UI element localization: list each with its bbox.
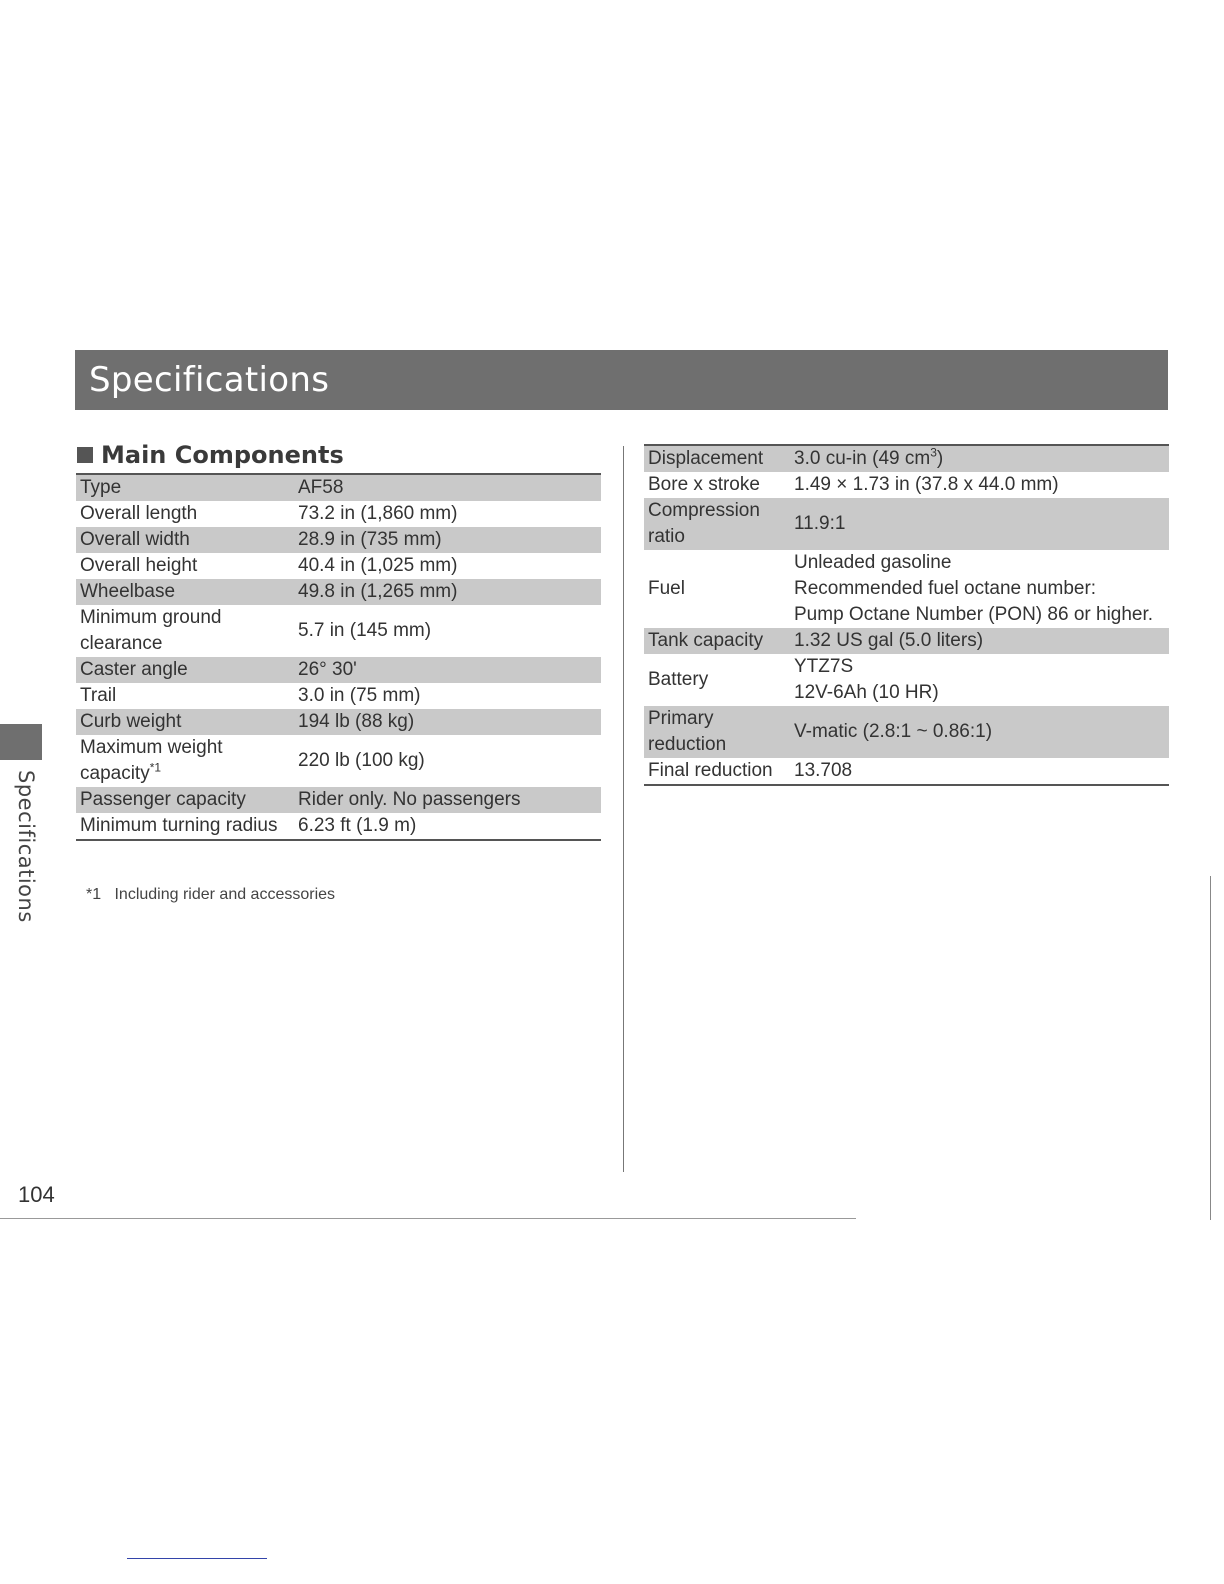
spec-label: Primary reduction [644,706,790,758]
engine-specs-table [644,444,1169,786]
spec-label: Curb weight [76,709,294,735]
section-heading [77,440,344,470]
spec-value: 194 lb (88 kg) [294,709,601,735]
spec-label: Passenger capacity [76,787,294,813]
page-title-banner [75,350,1168,410]
spec-row [644,472,1169,498]
bottom-rule [0,1218,856,1219]
spec-label-line: clearance [80,633,163,654]
spec-row [644,628,1169,654]
section-bullet-icon [77,447,93,463]
spec-label [644,498,790,550]
spec-value: 26° 30' [294,657,601,683]
spec-label: Caster angle [76,657,294,683]
spec-row [76,813,601,840]
spec-value: 28.9 in (735 mm) [294,527,601,553]
spec-value: 3.0 in (75 mm) [298,685,421,706]
spec-value: AF58 [294,474,601,501]
spec-row [76,501,601,527]
spec-label: Bore x stroke [648,474,760,495]
spec-row [76,579,601,605]
spec-row [644,706,1169,758]
spec-row [644,550,1169,628]
spec-label: Overall height [80,555,198,576]
spec-label: Battery [648,669,709,690]
spec-label: Overall length [80,503,198,524]
spec-value: 1.49 × 1.73 in (37.8 x 44.0 mm) [794,474,1059,495]
main-components-table [76,473,601,841]
spec-value: 49.8 in (1,265 mm) [294,579,601,605]
footnote-reference: *1 [149,760,162,775]
spec-label-line: Minimum ground [80,607,222,628]
side-tab-marker [0,724,42,760]
spec-row [644,445,1169,472]
spec-label: Displacement [644,445,790,472]
spec-value: 13.708 [794,760,853,781]
spec-row [644,758,1169,785]
spec-row [76,605,601,657]
spec-row [76,709,601,735]
spec-label: Wheelbase [76,579,294,605]
spec-value [790,654,1169,706]
spec-value: 6.23 ft (1.9 m) [298,815,417,836]
spec-row [76,683,601,709]
spec-value: 3.0 cu-in (49 $cm^3$) [790,445,1169,472]
spec-value: 40.4 in (1,025 mm) [298,555,458,576]
spec-row [644,498,1169,550]
spec-value-line: Pump Octane Number (PON) 86 or higher. [794,604,1154,625]
underline-mark [127,1558,267,1559]
spec-row [76,787,601,813]
spec-label: Tank capacity [644,628,790,654]
column-divider [623,446,624,1172]
spec-value: 11.9:1 [790,498,1169,550]
spec-label: Final reduction [648,760,773,781]
page-number: 104 [18,1182,55,1207]
spec-row [644,654,1169,706]
spec-label: Overall width [76,527,294,553]
spec-row [76,735,601,787]
spec-value-line: YTZ7S [794,656,854,677]
section-title: Main Components [101,441,344,469]
footnote [86,886,335,904]
footnote-mark: *1 [86,886,102,903]
spec-value: 1.32 US gal (5.0 liters) [790,628,1169,654]
spec-label-line: capacity$^{*1}$ [80,760,162,784]
spec-value-line: 12V-6Ah (10 HR) [794,682,939,703]
spec-label-line: Compression [648,500,760,521]
spec-value-line: Recommended fuel octane number: [794,578,1097,599]
spec-value: 73.2 in (1,860 mm) [298,503,458,524]
spec-row [76,553,601,579]
spec-label-line: ratio [648,526,685,547]
spec-row [76,527,601,553]
page-edge-line [1210,876,1211,1220]
spec-label: Trail [80,685,117,706]
spec-value: 5.7 in (145 mm) [298,620,432,641]
spec-label-line: Maximum weight [80,737,223,758]
spec-value-line: Unleaded gasoline [794,552,952,573]
footnote-text: Including rider and accessories [114,886,336,903]
spec-label [76,605,294,657]
spec-label: Type [76,474,294,501]
spec-row [76,657,601,683]
spec-value: Rider only. No passengers [294,787,601,813]
spec-label: Fuel [648,578,685,599]
page-title: Specifications [89,360,330,400]
spec-label [76,735,294,787]
spec-value [790,550,1169,628]
spec-label: Minimum turning radius [80,815,278,836]
spec-value: 220 lb (100 kg) [298,750,425,771]
spec-row [76,474,601,501]
side-tab-label: Specifications [14,770,38,923]
spec-value: V-matic (2.8:1 ~ 0.86:1) [790,706,1169,758]
